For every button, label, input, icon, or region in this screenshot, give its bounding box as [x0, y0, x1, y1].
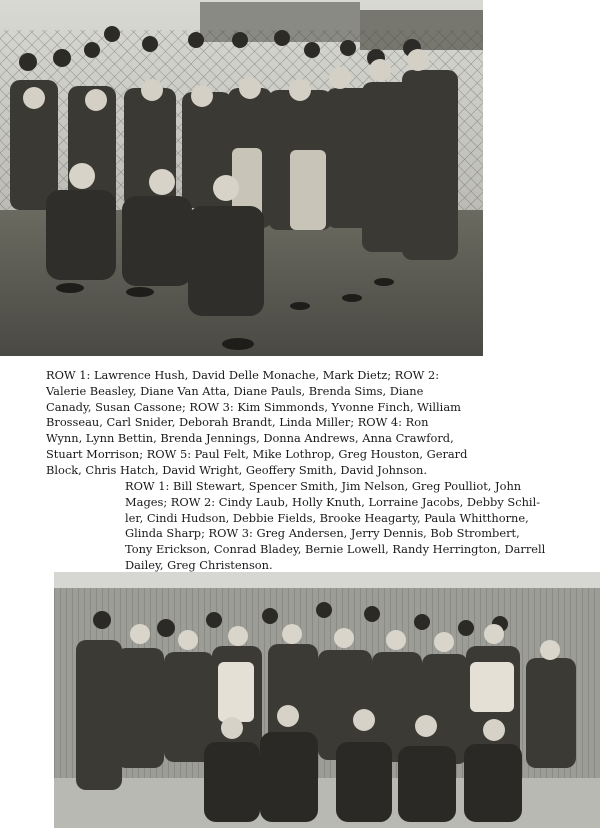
- caption-top-line: ROW 1: Lawrence Hush, David Delle Monache, Mark Dietz; ROW 2:: [46, 368, 440, 382]
- caption-top-line: Stuart Morrison; ROW 5: Paul Felt, Mike Lothrop, Greg Houston, Gerard: [46, 446, 468, 461]
- caption-top: [46, 368, 494, 479]
- group-photo-bottom: [54, 572, 600, 828]
- caption-bottom-line: Glinda Sharp; ROW 3: Greg Andersen, Jerry Dennis, Bob Strombert,: [125, 526, 520, 541]
- group-photo-bottom-illustration: [54, 572, 600, 828]
- caption-top-line: Canady, Susan Cassone; ROW 3: Kim Simmonds, Yvonne Finch, William: [46, 399, 461, 414]
- caption-bottom: [125, 479, 573, 574]
- group-photo-top: [0, 0, 483, 356]
- caption-top-line: Block, Chris Hatch, David Wright, Geoffery Smith, David Johnson.: [46, 462, 428, 477]
- caption-bottom-line: ler, Cindi Hudson, Debbie Fields, Brooke Heagarty, Paula Whitthorne,: [125, 510, 529, 525]
- caption-top-line: Wynn, Lynn Bettin, Brenda Jennings, Donna Andrews, Anna Crawford,: [46, 431, 454, 446]
- caption-bottom-line: ROW 1: Bill Stewart, Spencer Smith, Jim Nelson, Greg Poulliot, John: [125, 479, 522, 493]
- caption-top-line: Valerie Beasley, Diane Van Atta, Diane Pauls, Brenda Sims, Diane: [46, 383, 424, 398]
- caption-bottom-line: Dailey, Greg Christenson.: [125, 557, 273, 572]
- caption-bottom-line: Tony Erickson, Conrad Bladey, Bernie Lowell, Randy Herrington, Darrell: [125, 542, 546, 557]
- caption-top-line: Brosseau, Carl Snider, Deborah Brandt, Linda Miller; ROW 4: Ron: [46, 415, 429, 430]
- caption-bottom-line: Mages; ROW 2: Cindy Laub, Holly Knuth, Lorraine Jacobs, Debby Schil-: [125, 494, 541, 509]
- group-photo-top-illustration: [0, 0, 483, 356]
